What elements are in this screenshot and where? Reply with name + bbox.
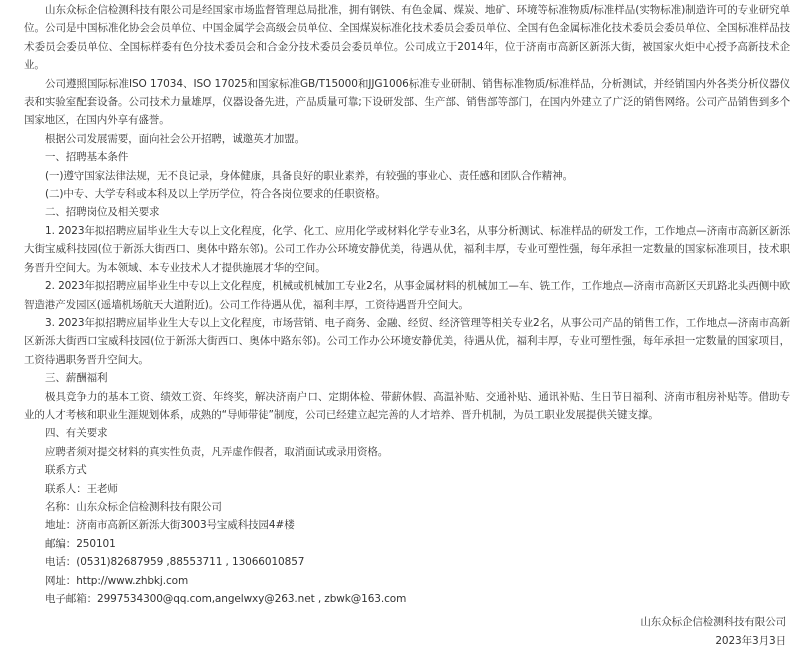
signature-block [640,613,786,651]
signature-company: 山东众标企信检测科技有限公司 [640,616,786,628]
contact-website: 网址：http://www.zhbkj.com [45,574,189,587]
benefits-paragraph: 极具竞争力的基本工资、绩效工资、年终奖，解决济南户口、定期体检、带薪休假、高温补贴、交通补贴、通讯补贴、生日节日福利、济南市租房补贴等。借助专业的人才考核和职业生涯规划体系，成熟的“导师带徒”制度，公司已经建立起完善的人才培养、晋升机制，为员工职业发展提供关键支撑。 [24,390,790,421]
section-heading-benefits: 三、薪酬福利 [45,372,108,385]
intro-paragraph-1: 山东众标企信检测科技有限公司是经国家市场监督管理总局批准，拥有钢铁、有色金属、煤炭、地矿、环境等标准物质/标准样品(实物标准)制造许可的专业研究单位。公司是中国标准化协会会员单位、中国金属学会高级会员单位、全国煤炭标准化技术委员会委员单位、全国有色金属标准化技术委员会委员单位、全国标准样品技术委员会委员单位、全国标样委有色分技术委员会和合金分技术委员会委员单位。公司成立于2014年，位于济南市高新区新泺大街，被国家火炬中心授予高新技术企业。 [24,4,790,72]
contact-heading: 联系方式 [45,464,87,477]
section-heading-conditions: 一、招聘基本条件 [45,151,129,164]
contact-postcode: 邮编：250101 [45,537,116,550]
contact-person: 联系人：王老师 [45,482,118,495]
intro-paragraph-3: 根据公司发展需要，面向社会公开招聘，诚邀英才加盟。 [45,132,305,145]
position-item-2: 2. 2023年拟招聘应届毕业生中专以上文化程度，机械或机械加工专业2名，从事金属材料的机械加工—车、铣工作，工作地点—济南市高新区天玑路北头西侧中欧智造港产发园区(遥墙机场航天大道附近)。公司工作待遇从优，福利丰厚，工资待遇晋升空间大。 [24,280,790,311]
condition-item-2: (二)中专、大学专科或本科及以上学历学位，符合各岗位要求的任职资格。 [45,188,386,201]
contact-email: 电子邮箱：2997534300@qq.com,angelwxy@263.net , zbwk@163.com [45,593,407,605]
contact-address: 地址：济南市高新区新泺大街3003号宝威科技园4#楼 [45,519,295,532]
requirements-paragraph: 应聘者须对提交材料的真实性负责，凡弄虚作假者，取消面试或录用资格。 [45,445,389,458]
signature-date: 2023年3月3日 [715,635,786,647]
contact-phone: 电话：(0531)82687959 ,88553711 , 13066010857 [45,556,305,569]
condition-item-1: (一)遵守国家法律法规，无不良记录，身体健康，具备良好的职业素养，有较强的事业心、责任感和团队合作精神。 [45,169,573,182]
section-heading-requirements: 四、有关要求 [45,427,108,440]
section-heading-positions: 二、招聘岗位及相关要求 [45,206,160,219]
contact-company-name: 名称：山东众标企信检测科技有限公司 [45,500,222,513]
intro-paragraph-2: 公司遵照国际标准ISO 17034、ISO 17025和国家标准GB/T15000和JJG1006标准专业研制、销售标准物质/标准样品，分析测试，并经销国内外各类分析仪器仪表和实验室配套设备。公司技术力量雄厚，仪器设备先进，产品质量可靠;下设研发部、生产部、销售部等部门，在国内外建立了广泛的销售网络。公司产品销售到多个国家地区，在国内外享有盛誉。 [24,77,790,127]
position-item-3: 3. 2023年拟招聘应届毕业生大专以上文化程度，市场营销、电子商务、金融、经贸、经济管理等相关专业2名，从事公司产品的销售工作，工作地点—济南市高新区新泺大街西口宝威科技园(位于新泺大街西口、奥体中路东邻)。公司工作办公环境安静优美，待遇从优，福利丰厚，专业可塑性强，每年承担一定数量的国家项目，工资待遇职务晋升空间大。 [24,316,790,366]
position-item-1: 1. 2023年拟招聘应届毕业生大专以上文化程度，化学、化工、应用化学或材料化学专业3名，从事分析测试、标准样品的研发工作，工作地点—济南市高新区新泺大街宝威科技园(位于新泺大街西口、奥体中路东邻)。公司工作办公环境安静优美，待遇从优，福利丰厚，专业可塑性强，每年承担一定数量的国家标准项目，技术职务晋升空间大。为本领域、本专业技术人才提供施展才华的空间。 [24,224,790,274]
